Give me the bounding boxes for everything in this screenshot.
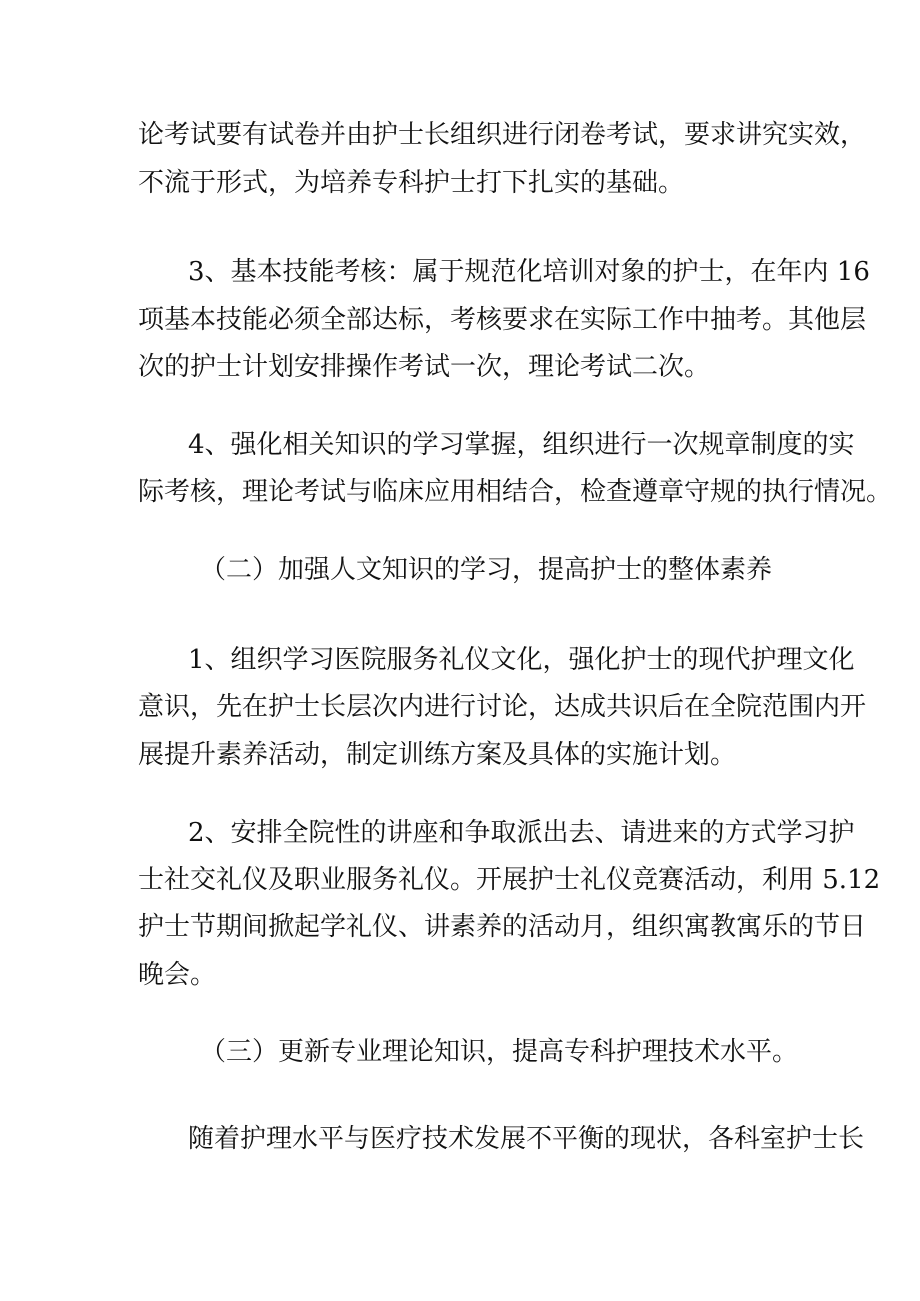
text-line: 论考试要有试卷并由护士长组织进行闭卷考试，要求讲究实效， bbox=[138, 120, 867, 150]
text-line: 护士节期间掀起学礼仪、讲素养的活动月，组织寓教寓乐的节日 bbox=[138, 912, 867, 942]
text-line: 士社交礼仪及职业服务礼仪。开展护士礼仪竞赛活动，利用 5.12 bbox=[138, 865, 881, 895]
text-line: 3、基本技能考核：属于规范化培训对象的护士，在年内 16 bbox=[188, 257, 870, 287]
text-line: 项基本技能必须全部达标，考核要求在实际工作中抽考。其他层 bbox=[138, 305, 867, 335]
text-line: 意识，先在护士长层次内进行讨论，达成共识后在全院范围内开 bbox=[138, 692, 867, 722]
text-line: 随着护理水平与医疗技术发展不平衡的现状，各科室护士长 bbox=[188, 1124, 865, 1154]
text-line: 不流于形式，为培养专科护士打下扎实的基础。 bbox=[138, 168, 685, 198]
text-line: 次的护士计划安排操作考试一次，理论考试二次。 bbox=[138, 352, 711, 382]
text-line: 际考核，理论考试与临床应用相结合，检查遵章守规的执行情况。 bbox=[138, 477, 893, 507]
text-line: 晚会。 bbox=[138, 960, 217, 990]
section-heading: （二）加强人文知识的学习，提高护士的整体素养 bbox=[200, 555, 773, 585]
text-line: 4、强化相关知识的学习掌握，组织进行一次规章制度的实 bbox=[188, 430, 855, 460]
text-line: 2、安排全院性的讲座和争取派出去、请进来的方式学习护 bbox=[188, 818, 855, 848]
section-heading: （三）更新专业理论知识，提高专科护理技术水平。 bbox=[200, 1037, 799, 1067]
text-line: 展提升素养活动，制定训练方案及具体的实施计划。 bbox=[138, 740, 737, 770]
text-line: 1、组织学习医院服务礼仪文化，强化护士的现代护理文化 bbox=[188, 645, 855, 675]
